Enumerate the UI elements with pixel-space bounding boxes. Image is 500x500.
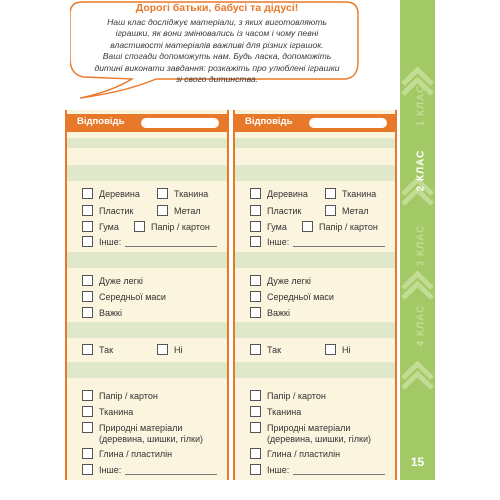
other-checkbox[interactable] [250,236,261,247]
very-light-option: Дуже легкі [99,276,143,286]
fabric-checkbox[interactable] [325,188,336,199]
grade-3-tab[interactable]: 3 КЛАС [415,224,427,267]
fabric-checkbox[interactable] [157,188,168,199]
rubber-checkbox[interactable] [82,221,93,232]
note-line: властивості матеріалів важливі для різних іграшок. [110,39,324,50]
row-divider [67,165,227,181]
rubber-option: Гума [99,222,119,232]
natural-option: Природні матеріали [99,423,183,433]
other-checkbox[interactable] [82,236,93,247]
clay-checkbox[interactable] [250,448,261,459]
clay-option: Глина / пластилін [267,449,341,459]
fabric2-checkbox[interactable] [250,406,261,417]
metal-checkbox[interactable] [157,205,168,216]
yes-checkbox[interactable] [82,344,93,355]
other2-input-line[interactable] [125,474,217,475]
parent-note-text [92,3,342,86]
very-light-checkbox[interactable] [82,275,93,286]
no-checkbox[interactable] [325,344,336,355]
row-divider [67,252,227,268]
yes-checkbox[interactable] [250,344,261,355]
row-divider [67,362,227,378]
paper-option: Папір / картон [319,222,378,232]
answer-field[interactable] [309,118,387,128]
fabric-option: Тканина [342,189,377,199]
plastic-option: Пластик [267,206,302,216]
note-line: іграшки, як вони змінювались із часом і чому певні [115,28,319,38]
other2-option: Інше: [267,465,290,475]
yes-option: Так [267,345,282,355]
yes-option: Так [99,345,114,355]
clay-option: Глина / пластилін [99,449,173,459]
heavy-option: Важкі [267,308,290,318]
heavy-checkbox[interactable] [82,307,93,318]
other2-checkbox[interactable] [250,464,261,475]
answer-field[interactable] [141,118,219,128]
row-divider [235,322,395,338]
rubber-option: Гума [267,222,287,232]
clay-checkbox[interactable] [82,448,93,459]
note-title: Дорогі батьки, бабусі та дідусі! [135,2,299,14]
row-divider [67,322,227,338]
answer-label: Відповідь [245,116,293,127]
metal-option: Метал [174,206,201,216]
other2-input-line[interactable] [293,474,385,475]
metal-option: Метал [342,206,369,216]
note-line: Наш клас досліджує матеріали, з яких виготовляють [107,16,327,27]
metal-checkbox[interactable] [325,205,336,216]
note-line: зі свого дитинства. [175,74,259,84]
grade-2-tab[interactable]: 2 КЛАС [415,149,427,192]
row-divider [235,252,395,268]
fabric2-option: Тканина [267,407,302,417]
page-number: 15 [410,455,425,469]
grade-4-tab[interactable]: 4 КЛАС [415,304,427,347]
no-option: Ні [174,345,183,355]
other2-option: Інше: [99,465,122,475]
plastic-option: Пластик [99,206,134,216]
medium-weight-checkbox[interactable] [82,291,93,302]
very-light-checkbox[interactable] [250,275,261,286]
very-light-option: Дуже легкі [267,276,311,286]
rubber-checkbox[interactable] [250,221,261,232]
paper2-checkbox[interactable] [82,390,93,401]
other-input-line[interactable] [293,246,385,247]
note-line: Ваші спогади допоможуть нам. Будь ласка, допоможіть [102,51,332,61]
natural-option: Природні матеріали [267,423,351,433]
paper-option: Папір / картон [151,222,210,232]
medium-weight-option: Середньої маси [99,292,166,302]
row-divider [235,138,395,148]
row-divider [235,362,395,378]
other-input-line[interactable] [125,246,217,247]
note-line: дитині виконати завдання: розкажіть про улюблені іграшки [94,62,340,73]
paper-checkbox[interactable] [134,221,145,232]
other-option: Інше: [267,237,290,247]
fabric2-option: Тканина [99,407,134,417]
natural-checkbox[interactable] [250,422,261,433]
grade-sidebar [400,0,435,480]
paper-checkbox[interactable] [302,221,313,232]
heavy-checkbox[interactable] [250,307,261,318]
paper2-checkbox[interactable] [250,390,261,401]
no-option: Ні [342,345,351,355]
medium-weight-option: Середньої маси [267,292,334,302]
grade-1-tab[interactable]: 1 КЛАС [415,84,427,127]
wood-checkbox[interactable] [250,188,261,199]
paper2-option: Папір / картон [267,391,326,401]
other2-checkbox[interactable] [82,464,93,475]
answer-column-left [65,110,229,480]
wood-option: Деревина [99,189,140,199]
heavy-option: Важкі [99,308,122,318]
paper2-option: Папір / картон [99,391,158,401]
fabric2-checkbox[interactable] [82,406,93,417]
wood-option: Деревина [267,189,308,199]
wood-checkbox[interactable] [82,188,93,199]
no-checkbox[interactable] [157,344,168,355]
other-option: Інше: [99,237,122,247]
natural-option-detail: (деревина, шишки, гілки) [99,434,203,444]
answer-column-right [233,110,397,480]
natural-option-detail: (деревина, шишки, гілки) [267,434,371,444]
row-divider [235,165,395,181]
answer-label: Відповідь [77,116,125,127]
plastic-checkbox[interactable] [250,205,261,216]
chevron-up-icon [400,270,435,304]
medium-weight-checkbox[interactable] [250,291,261,302]
chevron-up-icon [400,360,435,394]
row-divider [67,138,227,148]
fabric-option: Тканина [174,189,209,199]
natural-checkbox[interactable] [82,422,93,433]
plastic-checkbox[interactable] [82,205,93,216]
